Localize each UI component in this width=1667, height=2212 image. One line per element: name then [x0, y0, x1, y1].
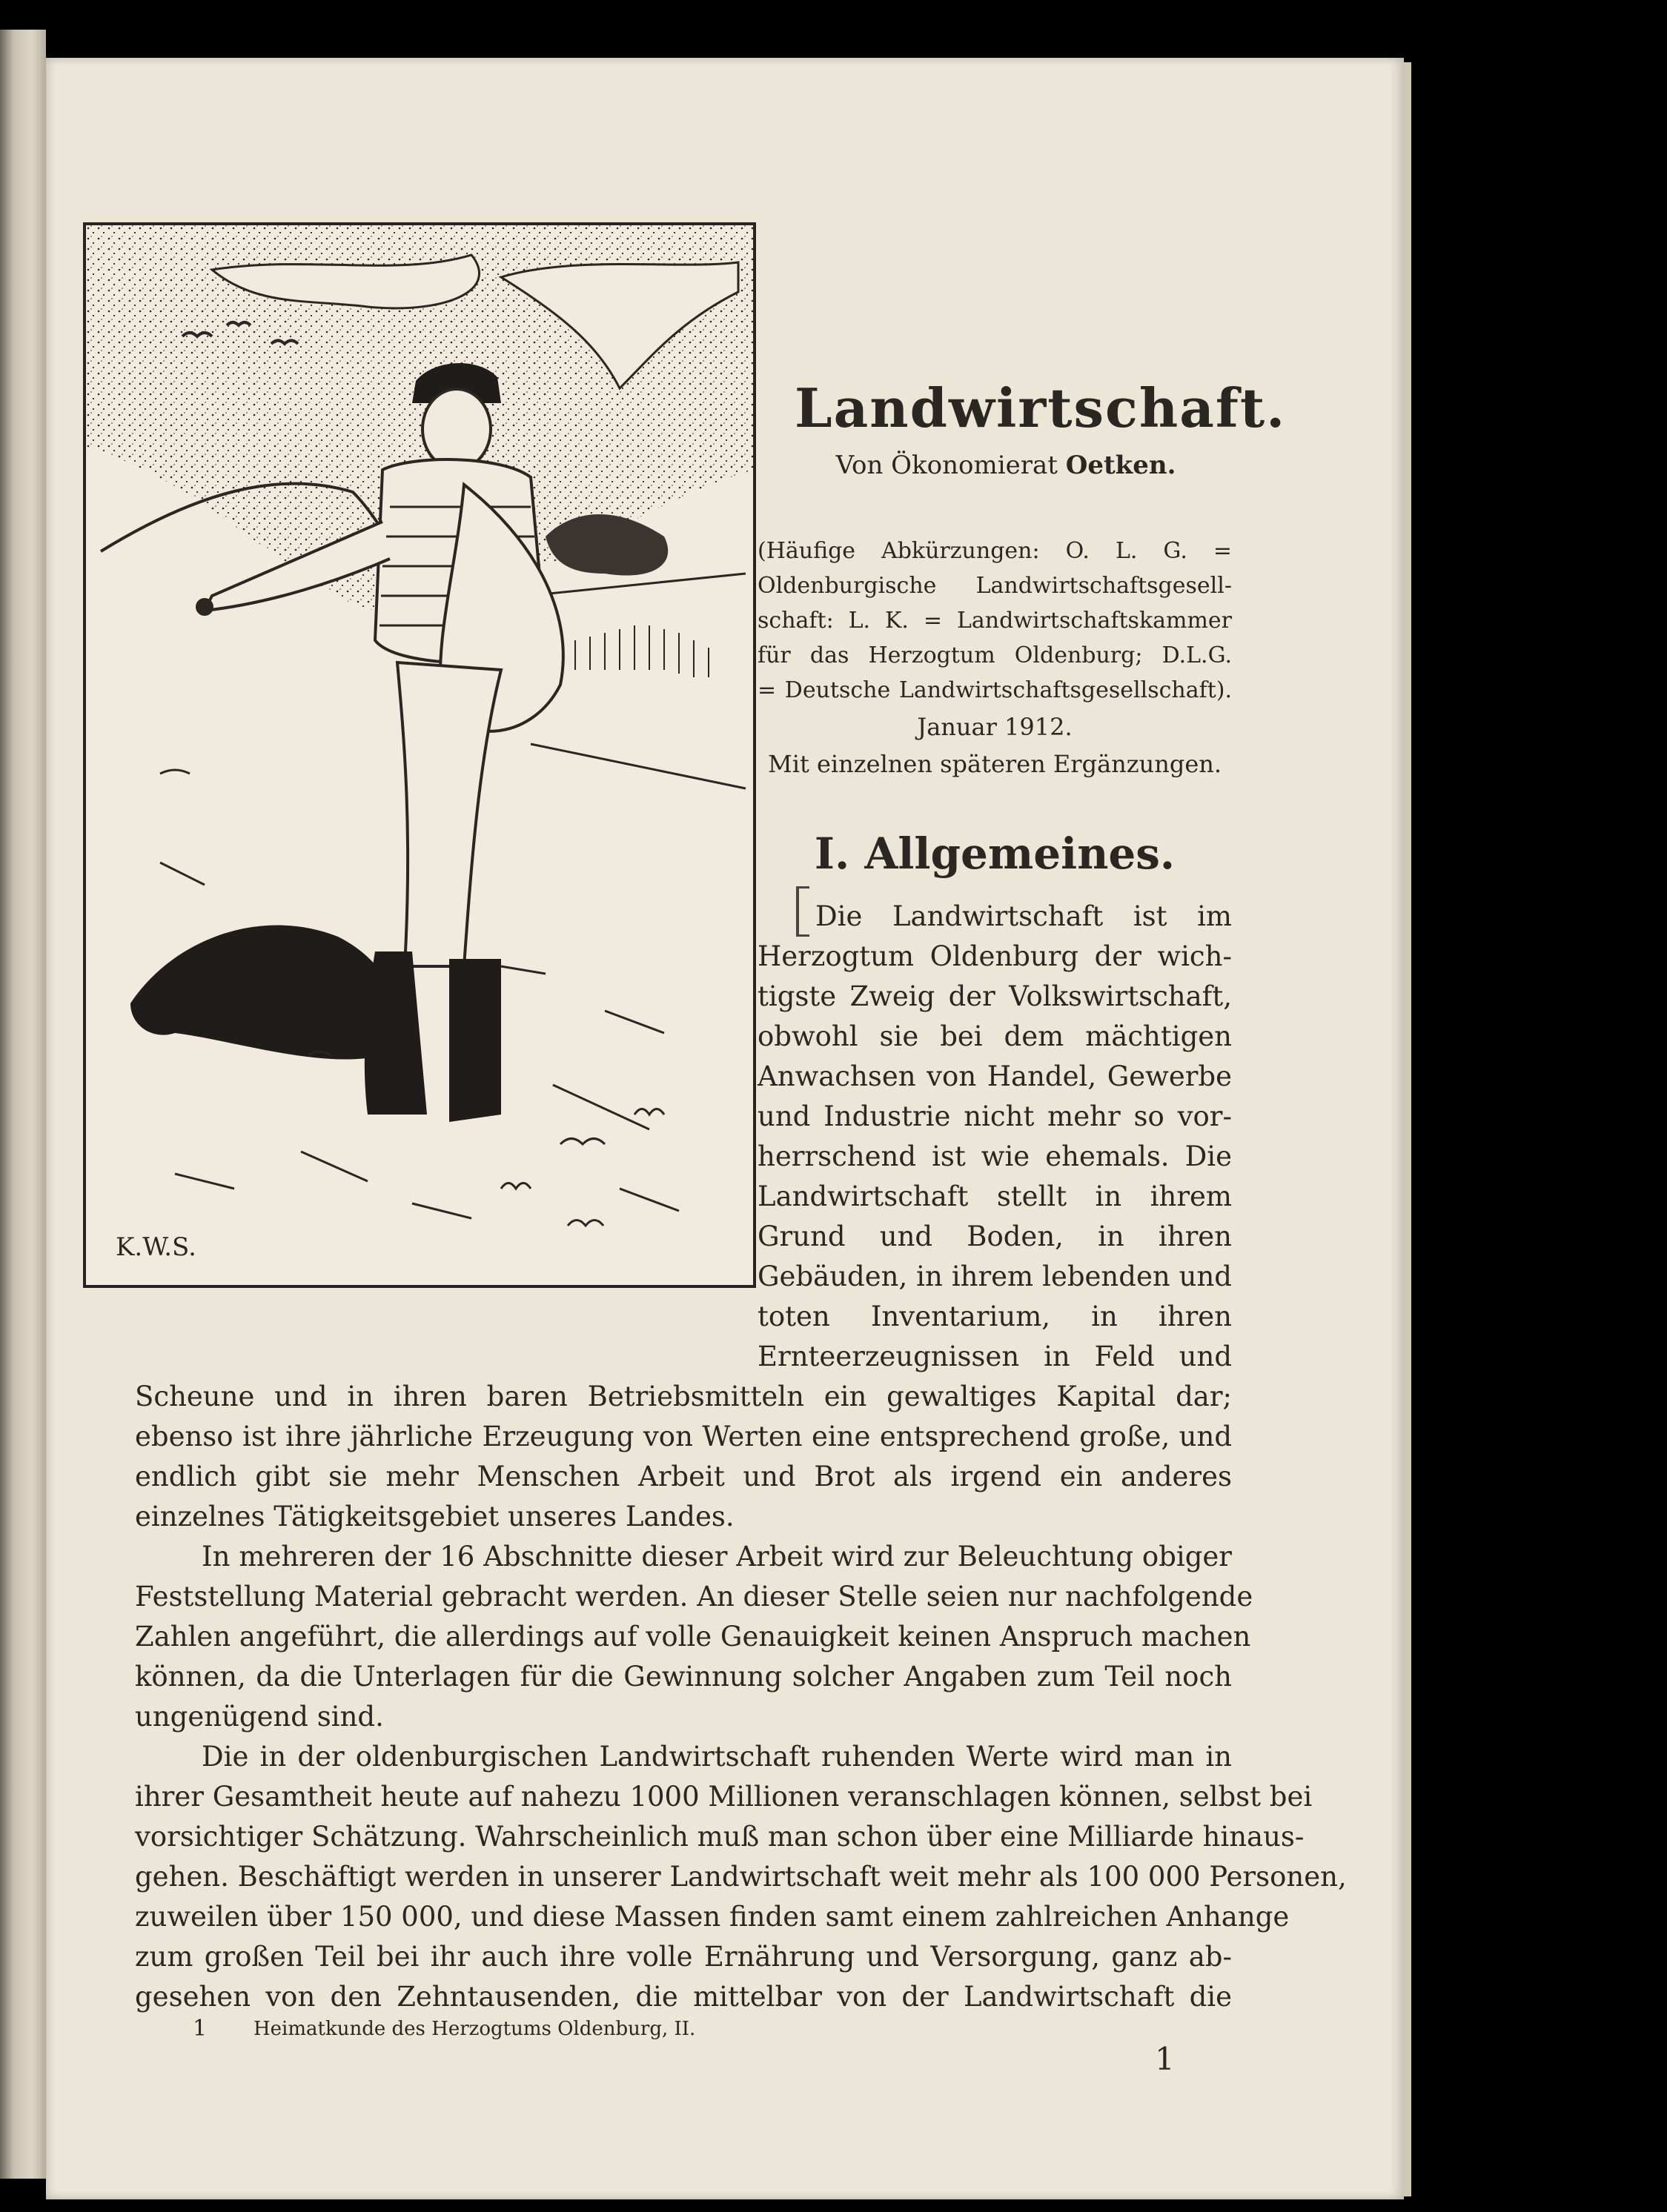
body-line: gehen. Beschäftigt werden in unserer Landwirtschaft weit mehr als 100 000 Personen, — [135, 1861, 1347, 1893]
body-line: In mehreren der 16 Abschnitte dieser Arbeit wird zur Beleuchtung obiger — [202, 1541, 1232, 1572]
column-line: Herzogtum Oldenburg der wich- — [758, 940, 1232, 972]
abbreviation-line: für das Herzogtum Oldenburg; D.L.G. — [758, 642, 1232, 668]
date-note: Mit einzelnen späteren Ergänzungen. — [767, 750, 1222, 778]
body-line: ungenügend sind. — [135, 1701, 384, 1733]
signature-text: Heimatkunde des Herzogtums Oldenburg, II. — [253, 2018, 696, 2040]
previous-page-edge — [0, 30, 46, 2179]
body-line: zum großen Teil bei ihr auch ihre volle Ernährung und Versorgung, ganz ab- — [135, 1941, 1232, 1973]
body-line: Scheune und in ihren baren Betriebsmitteln ein gewaltiges Kapital dar; — [135, 1381, 1232, 1412]
column-line: tigste Zweig der Volkswirtschaft, — [758, 980, 1232, 1012]
column-line: Grund und Boden, in ihren — [758, 1220, 1232, 1252]
author-name: Oetken. — [1065, 451, 1176, 480]
section-heading: I. Allgemeines. — [814, 828, 1176, 879]
body-line: zuweilen über 150 000, und diese Massen finden samt einem zahlreichen Anhange — [135, 1901, 1290, 1933]
abbreviation-line: = Deutsche Landwirtschaftsgesellschaft). — [758, 677, 1232, 703]
column-line: toten Inventarium, in ihren — [758, 1301, 1232, 1332]
column-line: und Industrie nicht mehr so vor- — [758, 1100, 1232, 1132]
byline-prefix: Von Ökonomierat — [835, 451, 1058, 480]
body-line: können, da die Unterlagen für die Gewinnung solcher Angaben zum Teil noch — [135, 1661, 1232, 1693]
article-title: Landwirtschaft. — [795, 376, 1287, 439]
signature-number: 1 — [193, 2016, 208, 2042]
body-line: Die in der oldenburgischen Landwirtschaft ruhenden Werte wird man in — [202, 1741, 1232, 1773]
body-line: Zahlen angeführt, die allerdings auf volle Genauigkeit keinen Anspruch machen — [135, 1621, 1251, 1653]
body-line: endlich gibt sie mehr Menschen Arbeit und Brot als irgend ein anderes — [135, 1461, 1232, 1492]
sower-illustration — [83, 222, 756, 1288]
book-page — [46, 58, 1404, 2199]
abbreviation-line: (Häufige Abkürzungen: O. L. G. = — [758, 538, 1232, 564]
byline — [795, 451, 1217, 480]
column-line: Landwirtschaft stellt in ihrem — [758, 1180, 1232, 1212]
column-line: obwohl sie bei dem mächtigen — [758, 1020, 1232, 1052]
illustration-signature: K.W.S. — [116, 1232, 196, 1262]
abbreviations-note — [758, 534, 1232, 708]
column-line: Ernteerzeugnissen in Feld und — [758, 1341, 1232, 1372]
article-date: Januar 1912. — [917, 713, 1073, 741]
body-line: gesehen von den Zehntausenden, die mittelbar von der Landwirtschaft die — [135, 1981, 1232, 2013]
abbreviation-line: Oldenburgische Landwirtschaftsgesell- — [758, 573, 1232, 599]
sower-drawing — [86, 225, 753, 1285]
column-line: herrschend ist wie ehemals. Die — [758, 1140, 1232, 1172]
column-line: Die Landwirtschaft ist im — [815, 900, 1232, 932]
page-number: 1 — [1155, 2041, 1175, 2077]
column-line: Anwachsen von Handel, Gewerbe — [758, 1060, 1232, 1092]
abbreviation-line: schaft: L. K. = Landwirtschaftskammer — [758, 608, 1232, 634]
body-line: ebenso ist ihre jährliche Erzeugung von Werten eine entsprechend große, und — [135, 1421, 1232, 1452]
body-line: Feststellung Material gebracht werden. An dieser Stelle seien nur nachfolgende — [135, 1581, 1253, 1612]
column-line: Gebäuden, in ihrem lebenden und — [758, 1261, 1232, 1292]
body-line: vorsichtiger Schätzung. Wahrscheinlich muß man schon über eine Milliarde hinaus- — [135, 1821, 1305, 1853]
body-line: ihrer Gesamtheit heute auf nahezu 1000 Millionen veranschlagen können, selbst bei — [135, 1781, 1313, 1813]
body-line: einzelnes Tätigkeitsgebiet unseres Landes. — [135, 1501, 735, 1532]
page-edge — [1404, 62, 1411, 2196]
